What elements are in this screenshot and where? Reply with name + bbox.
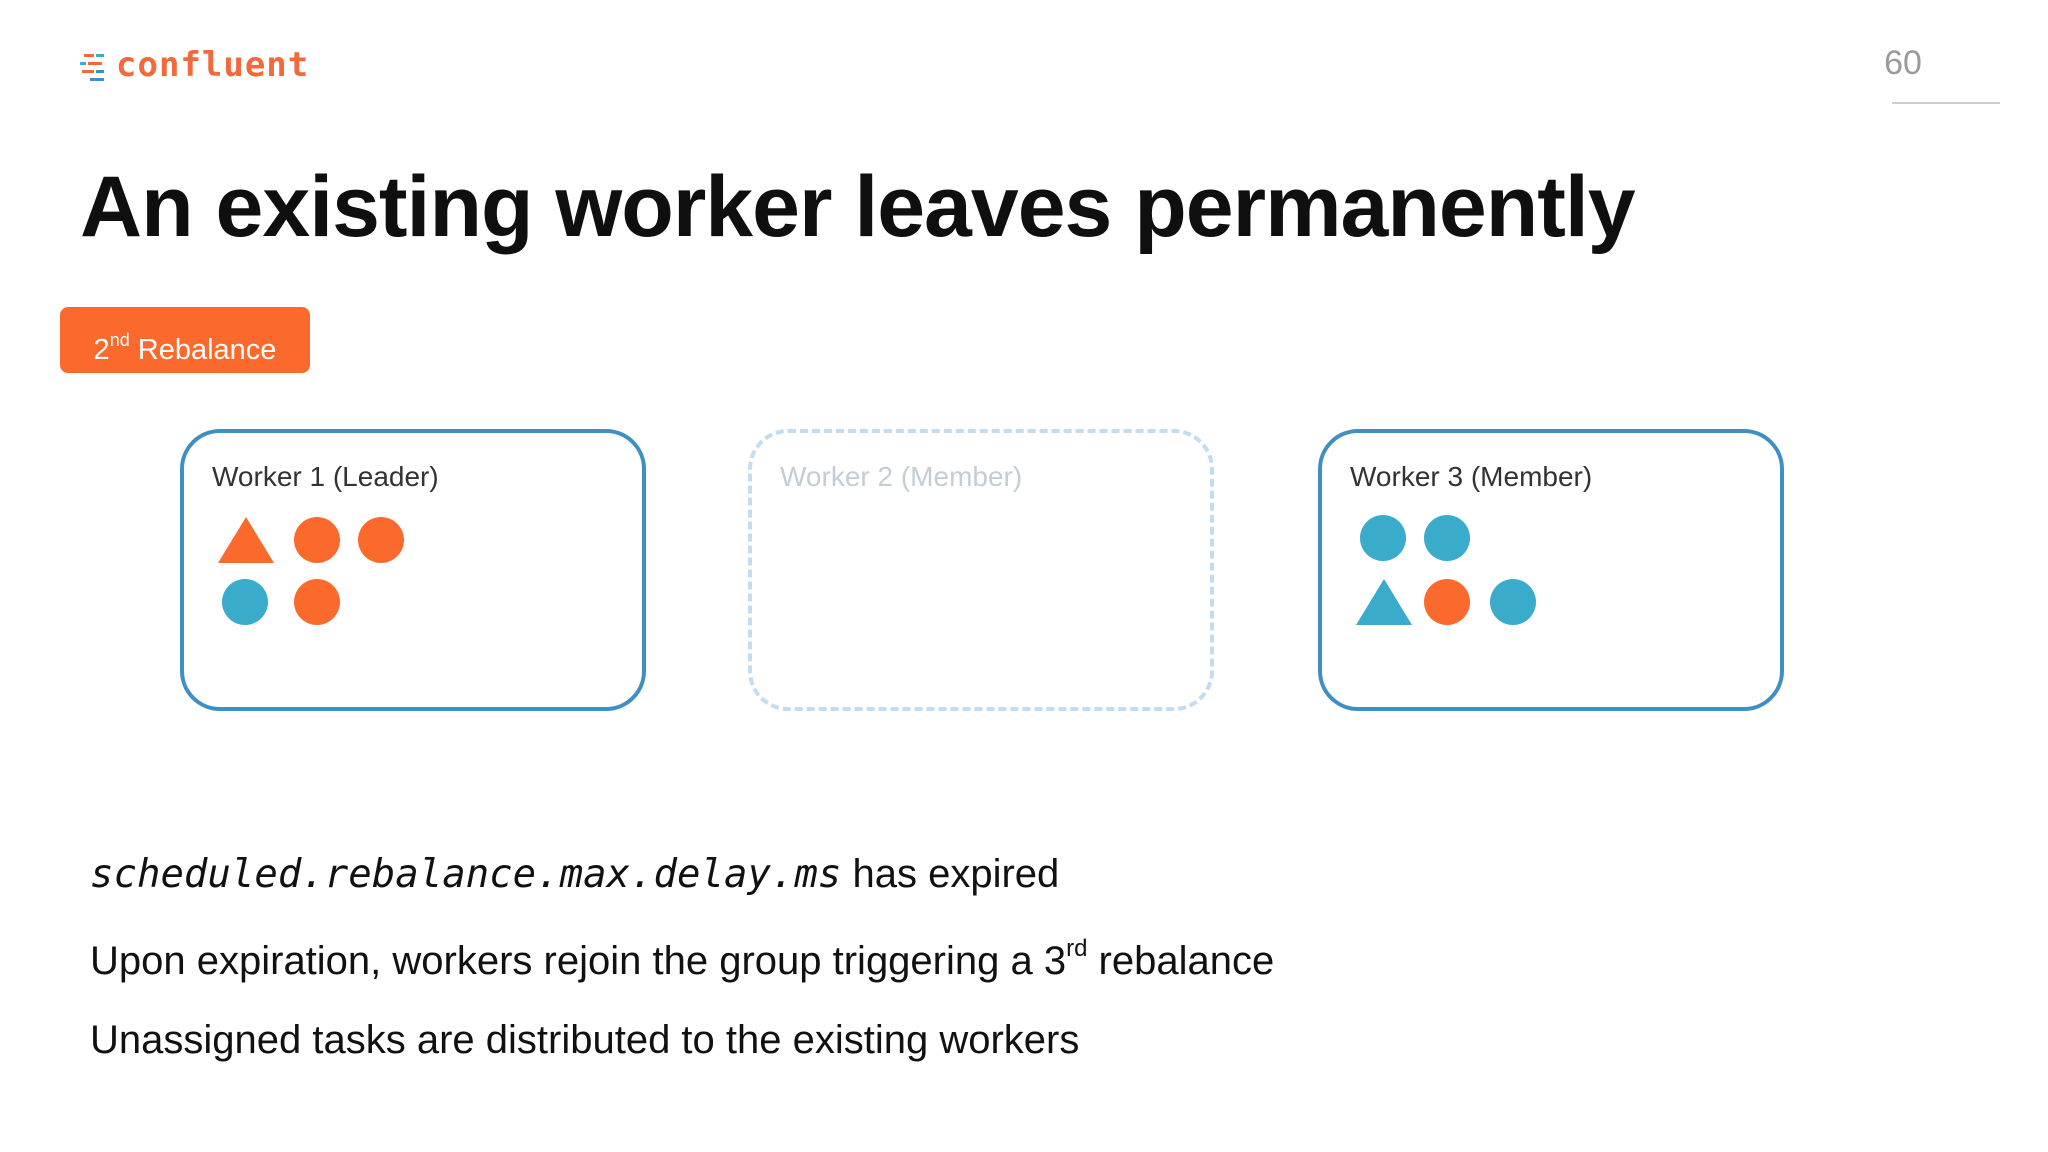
logo-text: confluent (116, 45, 310, 85)
bullet-text: Unassigned tasks are distributed to the existing workers (90, 1018, 1080, 1062)
bullet-item (90, 852, 1274, 935)
worker-2-box (748, 429, 1214, 711)
confluent-logo (80, 40, 309, 90)
orange-circle-task (358, 517, 404, 563)
badge-ordinal-suffix: nd (109, 330, 130, 350)
worker-3-label: Worker 3 (Member) (1350, 461, 1593, 492)
teal-triangle-task (1356, 579, 1412, 625)
orange-triangle-task (218, 517, 274, 563)
bullet-text: rebalance (1087, 939, 1275, 983)
badge-label: Rebalance (137, 334, 277, 366)
rebalance-badge (60, 307, 310, 373)
teal-circle-task (1490, 579, 1536, 625)
bullet-text: Upon expiration, workers rejoin the group triggering a 3 (90, 939, 1067, 983)
worker-3-box (1318, 429, 1784, 711)
logo-mark-icon (80, 40, 110, 90)
bullet-item (90, 1018, 1274, 1101)
worker-2-label: Worker 2 (Member) (780, 461, 1023, 492)
orange-circle-task (294, 579, 340, 625)
orange-circle-task (294, 517, 340, 563)
page-number-rule (1892, 102, 2000, 104)
bullet-list (90, 852, 1274, 1101)
page-number: 60 (1884, 44, 1922, 82)
badge-ordinal: 2 (93, 334, 110, 366)
slide-title: An existing worker leaves permanently (80, 159, 1635, 255)
config-key: scheduled.rebalance.max.delay.ms (90, 852, 842, 897)
bullet-item (90, 935, 1274, 1018)
teal-circle-task (1424, 515, 1470, 561)
ordinal-suffix: rd (1066, 935, 1088, 962)
worker-1-label: Worker 1 (Leader) (212, 461, 439, 492)
bullet-text: has expired (841, 852, 1060, 896)
teal-circle-task (1360, 515, 1406, 561)
orange-circle-task (1424, 579, 1470, 625)
teal-circle-task (222, 579, 268, 625)
worker-1-box (180, 429, 646, 711)
